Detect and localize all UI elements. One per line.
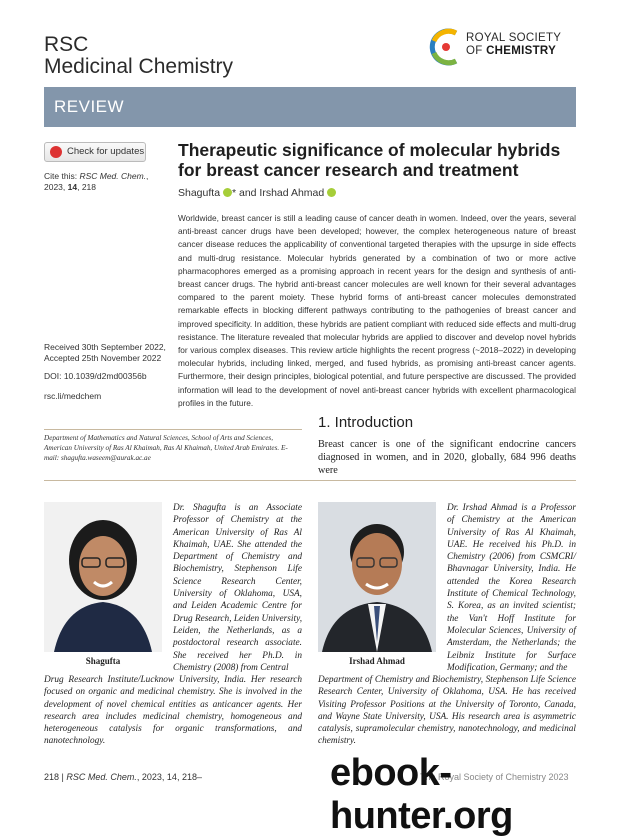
journal-name-line1: RSC [44,33,89,56]
page-footer [44,772,202,782]
affiliation-divider [44,429,302,430]
article-title: Therapeutic significance of molecular hybrids for breast cancer research and treatment [178,140,561,180]
bio-text-bottom: Drug Research Institute/Lucknow University, India. Her research focused on organic and medicinal chemistry. She is involved in the development of novel chemical entities as anticancer agents. Her research area includes medicinal chemistry, homogeneous and heterogeneous catalysis for organic transformations, and nanotechnology. [44,675,302,747]
author-photo-irshad [318,502,436,652]
rsc-logo-icon [428,27,464,67]
portrait-icon [44,502,162,652]
publisher-name [466,32,561,58]
watermark: ebook-hunter.org [330,752,513,837]
publisher-line2-bold: CHEMISTRY [486,45,557,57]
received-date: Received 30th September 2022, [44,342,166,352]
section-heading: 1. Introduction [318,414,414,431]
article-type-banner [44,87,576,127]
article-dates [44,342,166,364]
author-and: and [236,187,260,199]
bio-text-bottom: Department of Chemistry and Biochemistry, Stephenson Life Science Research Center, University of Oklahoma, USA. He has received Visiting Professor Positions at the University of Toronto, Canada, and Wayne State University, USA. His research area is asymmetric catalysis, supramolecular chemistry, nanotechnology, and medicinal chemistry. [318,675,576,747]
author-1[interactable]: Shagufta [178,187,221,199]
corresponding-mark: * [231,187,237,199]
journal-site-link[interactable]: rsc.li/medchem [44,391,102,401]
photo-caption: Irshad Ahmad [349,656,405,666]
author-2[interactable]: Irshad Ahmad [259,187,325,199]
bio-text-side: Dr. Shagufta is an Associate Professor of Chemistry at the American University of Ras Al Khaimah, UAE. She attended the Department of Chemistry and Biochemistry, Stephenson Life Science Research Center, University of Oklahoma, USA, and Leiden Academic Centre for Drug Research, Leiden University, Leiden, the Netherlands, as a postdoctoral research associate. She received her Ph.D. in Chemistry (2008) from Central [173,503,303,673]
portrait-icon [318,502,436,652]
author-list [178,187,336,199]
cite-year: , 2023, [44,171,149,192]
publisher-line2-pre: OF [466,45,487,57]
article-type-label: REVIEW [54,97,125,116]
page-number: 218 [44,772,60,782]
doi-link[interactable]: DOI: 10.1039/d2md00356b [44,371,147,381]
orcid-icon[interactable] [223,188,232,197]
footer-copyright: The Royal Society of Chemistry 2023 [420,772,569,782]
check-updates-label: Check for updates [67,146,145,157]
intro-paragraph: Breast cancer is one of the significant endocrine cancers diagnosed in women, and in 2020, globally, 684 996 deaths were [318,439,576,476]
photo-caption: Shagufta [85,656,121,666]
author-photo-shagufta [44,502,162,652]
affiliation: Department of Mathematics and Natural Sciences, School of Arts and Sciences, American University of Ras Al Khaimah, Ras Al Khaimah, United Arab Emirates. E-mail: shagufta.waseem@aurak.ac.ae [44,434,288,462]
abstract: Worldwide, breast cancer is still a leading cause of cancer death in women. Indeed, over the years, several anti-breast cancer drugs have been developed; however, the complex heterogeneous nature of breast cancer disease reduces the applicability of conventional targeted therapies with the upsurge in side effects and multi-drug resistance. Molecular hybrids generated by a combination of two or more active pharmacophores emerged as a promising approach in recent years for the design and synthesis of anti-breast cancer drugs. The hybrid anti-breast cancer molecules are well known for their several advantages compared to the parent moiety. These hybrid forms of anti-breast cancer molecules demonstrated remarkable effects in blocking different pathways contributing to the pathogenies of breast cancer and improved specificity. In addition, these hybrids are patient compliant with reduced side effects and multi-drug resistance. The literature revealed that molecular hybrids are applied to discover and develop novel hybrids for various complex diseases. This review article highlights the recent progress (~2018–2022) in developing molecular hybrids, including linked, merged, and fused hybrids, as promising anti-breast cancer agents. Furthermore, their design principles, biological potential, and future perspective are discussed. The provided information will lead to the development of novel anti-breast cancer hybrids with excellent pharmacological profiles in the future. [178,213,576,408]
footer-sep: | [59,772,67,782]
orcid-icon[interactable] [327,188,336,197]
cite-volume: 14 [67,182,78,192]
citation [44,171,164,193]
bio-text-side: Dr. Irshad Ahmad is a Professor of Chemistry at the American University of Ras Al Khaimah, UAE. He received his Ph.D. in Chemistry (2006) from CSMCRI/ Bhavnagar University, India. He attended the Korea Research Institute of Chemical Technology, S. Korea, as an invited scientist; the Van't Hoff Institute for Molecular Sciences, University of Amsterdam, the Netherlands; the Leibniz Institute for Surface Modification, Germany; and the [447,503,576,673]
cite-pages: , 218 [77,182,97,192]
accepted-date: Accepted 25th November 2022 [44,353,162,363]
cite-journal: RSC Med. Chem. [79,171,147,181]
publisher-line1: ROYAL SOCIETY [466,32,562,44]
footer-journal: RSC Med. Chem. [66,772,137,782]
bio-divider [44,480,576,481]
cite-prefix: Cite this: [44,171,80,181]
journal-name [44,34,233,78]
journal-name-line2: Medicinal Chemistry [44,55,234,78]
footer-ref: , 2023, 14, 218– [136,772,202,782]
check-updates-icon [50,146,62,158]
check-for-updates-button[interactable] [44,142,146,162]
